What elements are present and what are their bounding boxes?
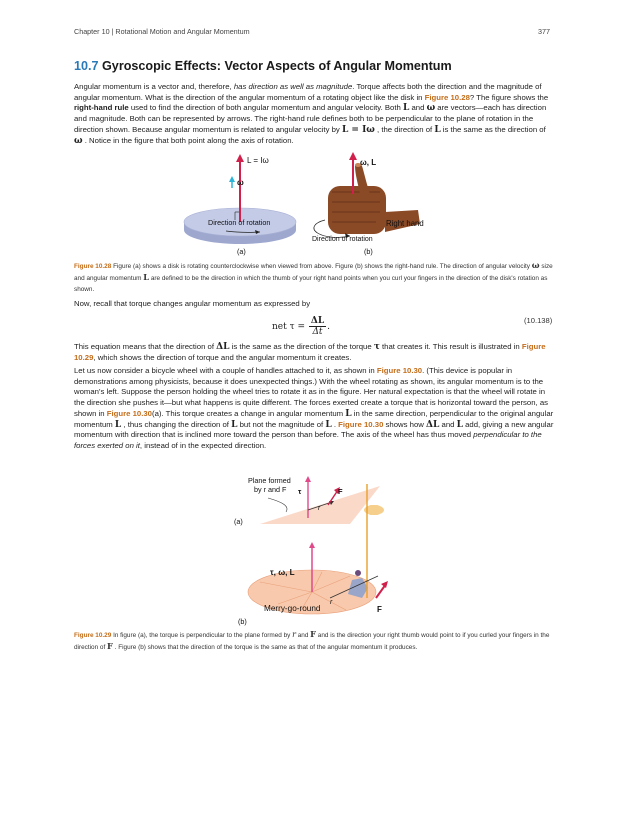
fig29a-r-label: r bbox=[318, 505, 321, 512]
fig29a-panel-label: (a) bbox=[234, 517, 243, 526]
plane-label-line2: by r and F bbox=[254, 485, 287, 494]
running-header: Chapter 10 | Rotational Motion and Angular Momentum bbox=[74, 27, 250, 36]
page-number: 377 bbox=[538, 27, 550, 36]
fig29b-label: τ, ω, L bbox=[270, 568, 295, 577]
fig28a-panel-label: (a) bbox=[237, 247, 246, 256]
fig28a-L-label: L = Iω bbox=[247, 156, 269, 165]
fig28b-hand-label: Right hand bbox=[386, 219, 424, 228]
figure-10-30-link[interactable]: Figure 10.30 bbox=[376, 366, 423, 375]
fig28a-rotation-label: Direction of rotation bbox=[208, 218, 271, 227]
fig29b-F-label: F bbox=[377, 605, 382, 614]
fig29b-r-label: r bbox=[330, 599, 333, 606]
paragraph-3: This equation means that the direction of ΔL is the same as the direction of the torque τ that creates it. This result is illustrated in Figure 10.29, which shows the direction of torque and the angular momentum it creates. bbox=[74, 342, 546, 362]
section-number: 10.7 bbox=[74, 59, 99, 73]
fig28b-rotation-label: Direction of rotation bbox=[312, 236, 373, 243]
fig28b-panel-label: (b) bbox=[364, 247, 373, 256]
figure-10-28 bbox=[180, 148, 480, 258]
fig28b-label: ω, L bbox=[360, 158, 377, 167]
figure-10-30-link-2[interactable]: Figure 10.30 bbox=[106, 408, 152, 418]
plane-label-line1: Plane formed bbox=[248, 476, 291, 485]
plane-illustration bbox=[230, 486, 380, 524]
paragraph-1: Angular momentum is a vector and, therefore, has direction as well as magnitude. Torque affects both the direction and the magnitude of angular momentum. What is the direction of the angular momentum of a rotating object like the disk in Figure 10.28? The figure shows the right-hand rule used to find the direction of both angular momentum and angular velocity. Both L and ω are vectors—each has direction and magnitude. Both can be represented by arrows. The right-hand rule defines both to be perpendicular to the plane of rotation in the direction shown. Because angular momentum is related to angular velocity by L = Iω , the direction of L is the same as the direction of ω . Notice in the figure that both point along the axis of rotation. bbox=[74, 82, 549, 146]
figure-10-30-link-3[interactable]: Figure 10.30 bbox=[338, 419, 384, 429]
fig28a-omega-label: ω bbox=[237, 178, 244, 187]
fig29a-F-label: F bbox=[338, 487, 343, 496]
section-title bbox=[74, 59, 452, 73]
equation-10-138: net τ = $\frac{\Delta L}{\Delta t}$ . bbox=[272, 316, 331, 337]
figure-10-29-link[interactable]: Figure 10.29 bbox=[74, 342, 546, 362]
fig29b-merry-label: Merry-go-round bbox=[264, 604, 321, 613]
paragraph-4: Let us now consider a bicycle wheel with a couple of handles attached to it, as shown in Figure 10.30. (This device is popular in demonstrations among physicists, because it does unexpected things.) With the wheel rotating as shown, its angular momentum is to the woman's left. Suppose the person holding the wheel tries to rotate it as in the figure. Her natural expectation is that the wheel will rotate in the direction she pushes it—but what happens is quite different. The forces exerted create a torque that is horizontal toward the person, as shown in Figure 10.30(a). This torque creates a change in angular momentum L in the same direction, perpendicular to the original angular momentum L , thus changing the direction of L but not the magnitude of L . Figure 10.30 shows how ΔL and L add, giving a new angular momentum with direction that is inclined more toward the person than before. The axis of the wheel has thus moved perpendicular to the forces exerted on it, instead of in the expected direction. bbox=[74, 366, 554, 450]
fig29b-panel-label: (b) bbox=[238, 617, 247, 626]
figure-10-29 bbox=[230, 472, 400, 627]
figure-10-28-caption: Figure 10.28 Figure (a) shows a disk is rotating counterclockwise when viewed from above. Figure (b) shows the right-hand rule. The direction of angular velocity ω size and angular momentum L are defined to be the direction in which the thumb of your right hand points when you curl your fingers in the direction of the disk's rotation as shown. bbox=[74, 260, 553, 293]
figure-10-28-link[interactable]: Figure 10.28 bbox=[424, 92, 470, 102]
section-title-text: Gyroscopic Effects: Vector Aspects of Angular Momentum bbox=[102, 59, 452, 73]
paragraph-2: Now, recall that torque changes angular momentum as expressed by bbox=[74, 299, 311, 308]
figure-10-29-caption: Figure 10.29 In figure (a), the torque is perpendicular to the plane formed by r and F and is the direction your right thumb would point to if you curled your fingers in the direction of F . Figure (b) shows that the direction of the torque is the same as that of the angular momentum it produces. bbox=[74, 629, 550, 652]
fig29a-tau-label: τ bbox=[298, 487, 302, 496]
equation-number: (10.138) bbox=[524, 316, 553, 325]
